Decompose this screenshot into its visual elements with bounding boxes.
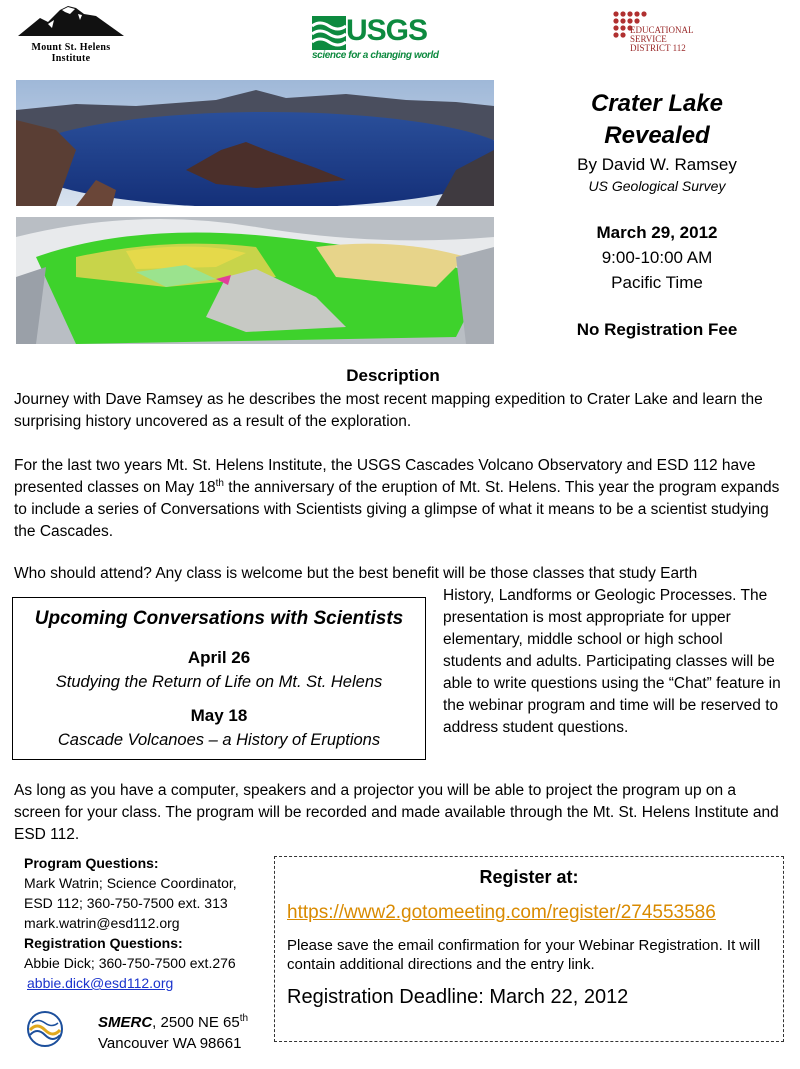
msh-logo-name: Mount St. Helens Institute	[31, 42, 111, 64]
paragraph-text: For the last two years Mt. St. Helens Institute, the USGS Cascades Volcano Observatory and ESD 112 have presented classes on May 18	[14, 457, 756, 496]
talk-date: April 26	[187, 648, 251, 667]
event-title: Crater Lake	[590, 90, 724, 117]
usgs-wave-icon	[312, 16, 346, 50]
smerc-name: SMERC	[98, 1014, 153, 1031]
register-box	[274, 856, 784, 1042]
esd-logo-text	[630, 26, 694, 53]
event-title: Revealed	[604, 122, 710, 149]
esd112-logo	[612, 10, 722, 58]
registration-email-link[interactable]: abbie.dick@esd112.org	[27, 975, 174, 991]
description-paragraph: Journey with Dave Ramsey as he describes the most recent mapping expedition to Crater Lake and learn the surprising history uncovered as a result of the exploration.	[14, 391, 763, 430]
event-title-block	[520, 88, 794, 341]
esd-logo-line: DISTRICT 112	[630, 43, 686, 53]
crater-lake-bathymetry-map	[16, 217, 494, 344]
usgs-logo	[310, 14, 440, 64]
paragraph-text: the anniversary of the eruption of Mt. St. Helens. This year the program expands to include a series of Conversations with Scientists giving a glimpse of what it means to be a scientist studying the Cascades.	[14, 479, 780, 540]
smerc-city: Vancouver WA 98661	[98, 1035, 242, 1052]
event-author: By David W. Ramsey	[577, 155, 737, 174]
superscript: th	[239, 1013, 249, 1024]
registration-questions-heading: Registration Questions:	[24, 935, 183, 951]
event-timezone: Pacific Time	[611, 273, 703, 292]
registration-contact-line: Abbie Dick; 360-750-7500 ext.276	[24, 955, 236, 971]
smerc-globe-icon	[26, 1010, 64, 1048]
registration-deadline: Registration Deadline: March 22, 2012	[287, 986, 629, 1008]
superscript: th	[215, 477, 224, 489]
esd-logo-line: SERVICE	[630, 34, 667, 44]
upcoming-conversations-box	[12, 597, 426, 760]
talk-title: Cascade Volcanoes – a History of Eruptions	[57, 731, 381, 749]
smerc-street: , 2500 NE 65	[152, 1014, 240, 1031]
usgs-wordmark: USGS	[346, 14, 428, 47]
event-organization: US Geological Survey	[588, 178, 726, 194]
talk-title: Studying the Return of Life on Mt. St. Helens	[55, 673, 383, 691]
contacts-block	[24, 853, 274, 993]
register-heading: Register at:	[479, 867, 579, 887]
upcoming-title: Upcoming Conversations with Scientists	[34, 608, 404, 629]
description-paragraph: As long as you have a computer, speakers and a projector you will be able to project the program up on a screen for your class. The program will be recorded and made available through the Mt. St. Helens Institute and ESD 112.	[14, 782, 779, 843]
event-time: 9:00-10:00 AM	[601, 248, 713, 267]
audience-paragraph-rest: History, Landforms or Geologic Processes. The presentation is most appropriate for upper elementary, middle school or high school students and adults. Participating classes will be able to write questions using the “Chat” feature in the webinar program and time will be reserved to address student questions.	[443, 587, 781, 736]
smerc-logo	[26, 1010, 64, 1048]
esd-logo-line: EDUCATIONAL	[630, 25, 694, 35]
mount-st-helens-institute-logo	[18, 4, 124, 64]
smerc-address	[98, 1012, 248, 1054]
program-contact-line: Mark Watrin; Science Coordinator,	[24, 875, 237, 891]
bathymetry-image	[16, 217, 494, 344]
program-questions-heading: Program Questions:	[24, 855, 159, 871]
usgs-tagline: science for a changing world	[312, 50, 439, 61]
registration-note: Please save the email confirmation for your Webinar Registration. It will contain additional directions and the entry link.	[287, 937, 761, 973]
event-date: March 29, 2012	[596, 223, 718, 242]
program-contact-line: ESD 112; 360-750-7500 ext. 313	[24, 895, 228, 911]
crater-lake-photo	[16, 80, 494, 206]
description-heading: Description	[346, 366, 440, 385]
talk-date: May 18	[190, 706, 248, 725]
registration-link[interactable]: https://www2.gotomeeting.com/register/274553586	[287, 902, 716, 923]
mountain-icon	[18, 4, 124, 38]
program-email: mark.watrin@esd112.org	[24, 915, 180, 931]
audience-paragraph-start: Who should attend? Any class is welcome but the best benefit will be those classes that study Earth	[14, 565, 698, 582]
crater-lake-image	[16, 80, 494, 206]
description-paragraph	[14, 455, 784, 543]
event-fee: No Registration Fee	[576, 320, 738, 339]
